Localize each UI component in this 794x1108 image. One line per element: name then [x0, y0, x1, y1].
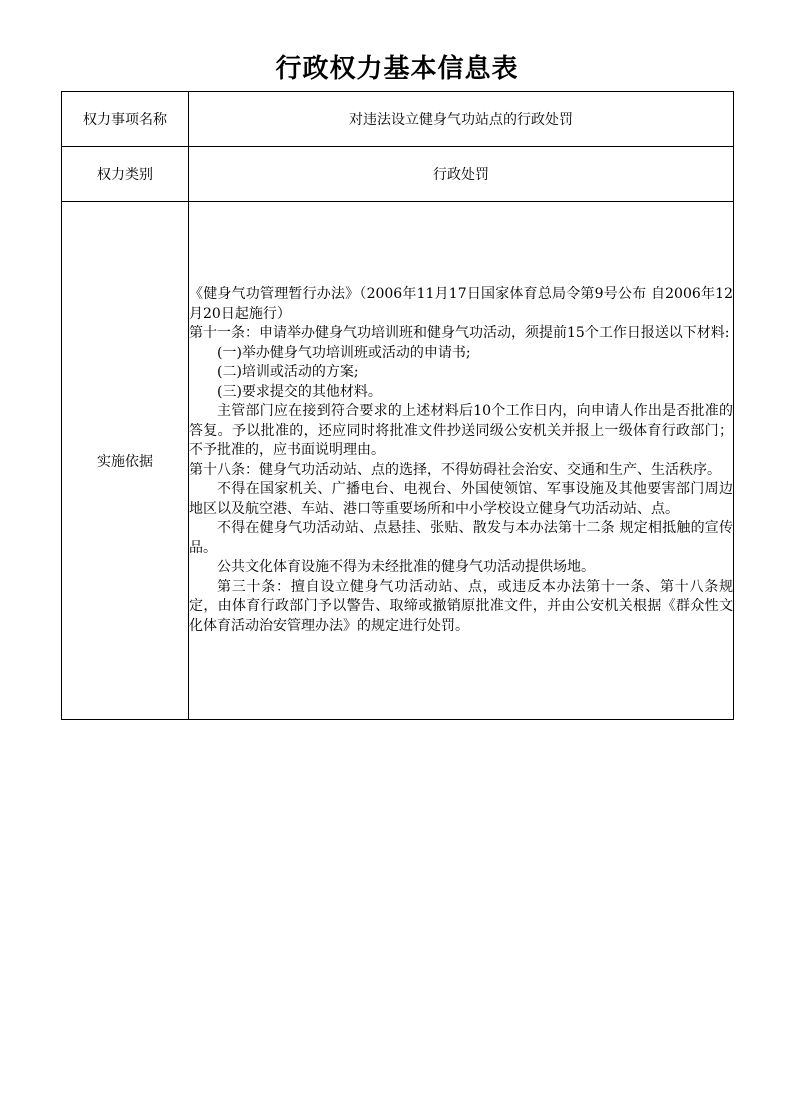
basis-article-30: 第三十条：擅自设立健身气功活动站、点，或违反本办法第十一条、第十八条规定，由体育行政部门予以警告、取缔或撤销原批准文件，并由公安机关根据《群众性文化体育活动治安管理办法》的规定进行处罚。	[189, 578, 733, 634]
power-type-value: 行政处罚	[189, 147, 734, 202]
basis-item-3: (三)要求提交的其他材料。	[217, 383, 382, 400]
page-title: 行政权力基本信息表	[275, 54, 519, 84]
table-row-power-type	[62, 147, 734, 202]
table-row-basis	[62, 202, 734, 720]
power-name-label: 权力事项名称	[62, 92, 189, 147]
basis-article-18: 第十八条：健身气功活动站、点的选择，不得妨碍社会治安、交通和生产、生活秩序。	[189, 461, 721, 478]
basis-label: 实施依据	[62, 202, 189, 720]
basis-item-2: (二)培训或活动的方案;	[217, 364, 359, 380]
power-name-value: 对违法设立健身气功站点的行政处罚	[189, 92, 734, 147]
basis-publicity-restriction: 不得在健身气功活动站、点悬挂、张贴、散发与本办法第十二条 规定相抵触的宣传品。	[189, 520, 733, 556]
basis-reply-rule: 主管部门应在接到符合要求的上述材料后10个工作日内，向申请人作出是否批准的答复。予以批准的，还应同时将批准文件抄送同级公安机关并报上一级体育行政部门；不予批准的，应书面说明理由。	[189, 403, 733, 458]
basis-law-citation: 《健身气功管理暂行办法》（2006年11月17日国家体育总局令第9号公布 自2006年12月20日起施行）	[189, 286, 733, 322]
basis-item-1: (一)举办健身气功培训班或活动的申请书;	[217, 344, 471, 361]
power-type-label: 权力类别	[62, 147, 189, 202]
table-row-power-name	[62, 92, 734, 147]
basis-location-restriction: 不得在国家机关、广播电台、电视台、外国使领馆、军事设施及其他要害部门周边地区以及航空港、车站、港口等重要场所和中小学校设立健身气功活动站、点。	[189, 481, 733, 517]
basis-article-11: 第十一条：申请举办健身气功培训班和健身气功活动，须提前15个工作日报送以下材料:	[189, 325, 730, 341]
basis-venue-restriction: 公共文化体育设施不得为未经批准的健身气功活动提供场地。	[217, 559, 595, 575]
basis-content	[189, 202, 734, 720]
info-table	[61, 91, 734, 720]
